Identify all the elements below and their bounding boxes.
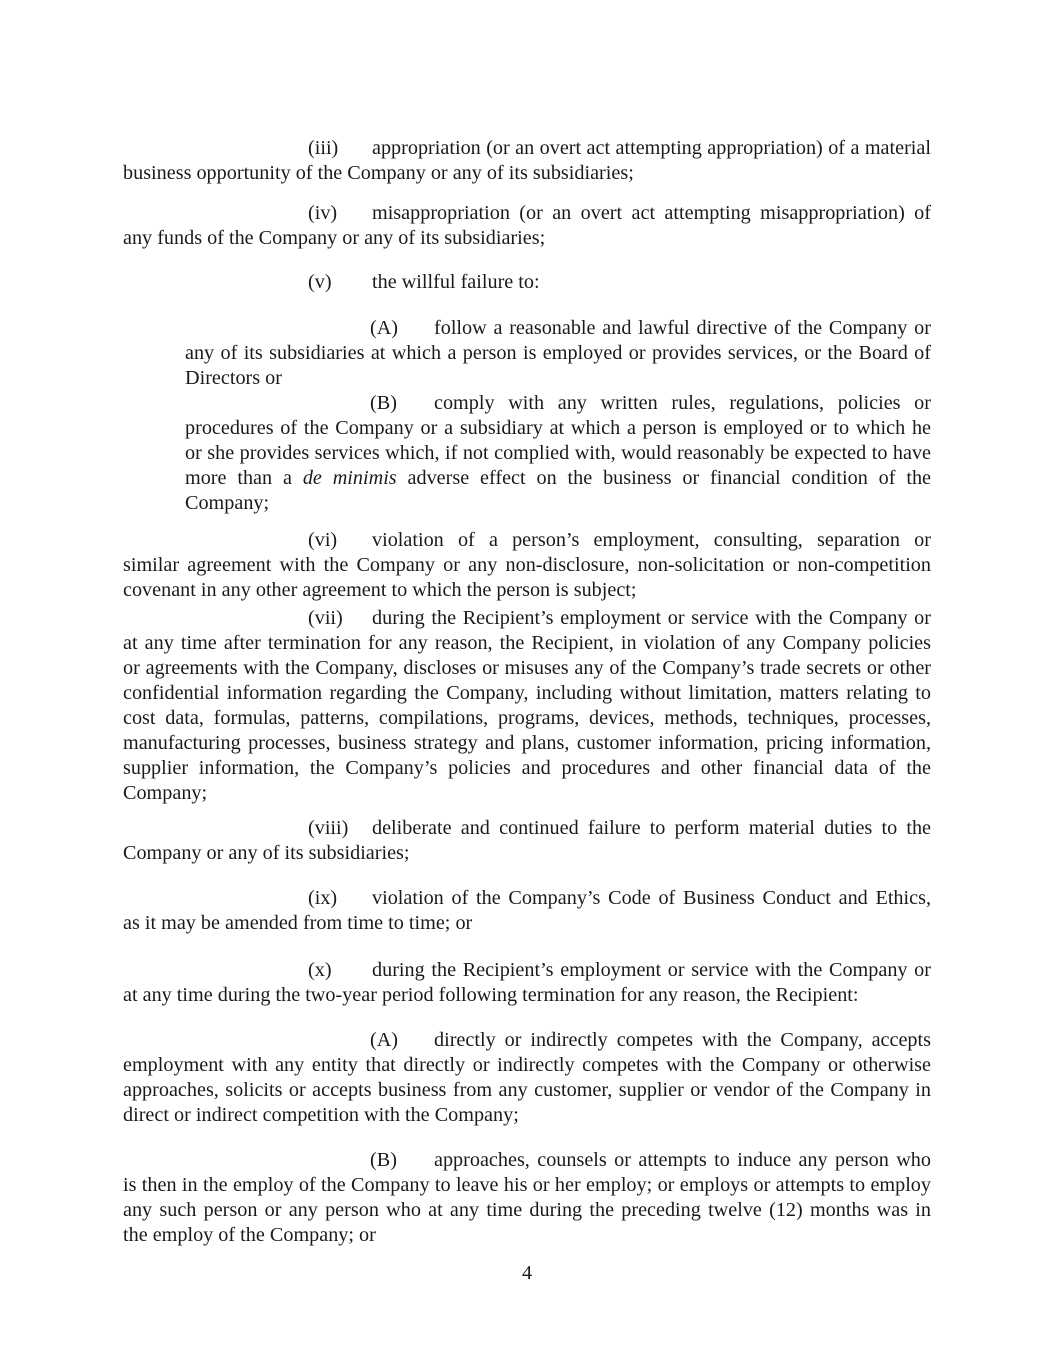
text-line [185, 391, 931, 416]
text-line: business opportunity of the Company or any of its subsidiaries; [123, 162, 634, 184]
text-line: Company or any of its subsidiaries; [123, 842, 410, 864]
clause-label: (vii) [308, 607, 343, 629]
text-line [185, 316, 931, 341]
text-line [123, 958, 931, 983]
clause-label: (A) [370, 317, 399, 339]
clause-text: more than a [185, 467, 303, 489]
text-line [123, 816, 931, 841]
text-line: supplier information, the Company’s policies and procedures and other financial data of the [123, 757, 931, 779]
text-line [123, 270, 931, 295]
text-line: the employ of the Company; or [123, 1224, 376, 1246]
clause-iv [123, 201, 931, 251]
text-line [123, 528, 931, 553]
clause-iii [123, 136, 931, 186]
text-line: covenant in any other agreement to which the person is subject; [123, 579, 637, 601]
clause-vi [123, 528, 931, 603]
clause-v-a [185, 316, 931, 391]
text-line: any funds of the Company or any of its subsidiaries; [123, 227, 546, 249]
text-line: at any time during the two-year period following termination for any reason, the Recipient: [123, 984, 859, 1006]
text-line: direct or indirect competition with the Company; [123, 1104, 519, 1126]
text-line [123, 1028, 931, 1053]
text-line [123, 1148, 931, 1173]
text-line [123, 136, 931, 161]
page-number: 4 [521, 1262, 533, 1284]
clause-x [123, 958, 931, 1008]
clause-text: during the Recipient’s employment or service with the Company or [372, 959, 931, 981]
clause-text: deliberate and continued failure to perform material duties to the [372, 817, 931, 839]
clause-text: violation of a person’s employment, consulting, separation or [372, 529, 931, 551]
text-line: employment with any entity that directly or indirectly competes with the Company or otherwise [123, 1054, 931, 1076]
text-line: confidential information regarding the Company, including without limitation, matters relating to [123, 682, 931, 704]
clause-text: comply with any written rules, regulations, policies or [434, 392, 931, 414]
text-line [123, 886, 931, 911]
clause-text: approaches, counsels or attempts to induce any person who [434, 1149, 931, 1171]
text-line: as it may be amended from time to time; or [123, 912, 473, 934]
clause-label: (v) [308, 271, 332, 293]
text-line: or she provides services which, if not complied with, would reasonably be expected to have [185, 442, 931, 464]
clause-text: during the Recipient’s employment or service with the Company or [372, 607, 931, 629]
clause-text: violation of the Company’s Code of Business Conduct and Ethics, [372, 887, 931, 909]
italic-term: de minimis [302, 467, 397, 489]
clause-viii [123, 816, 931, 866]
clause-ix [123, 886, 931, 936]
clause-text: the willful failure to: [372, 271, 540, 293]
clause-label: (iii) [308, 137, 339, 159]
text-line: any of its subsidiaries at which a person is employed or provides services, or the Board of [185, 342, 931, 364]
clause-x-a [123, 1028, 931, 1128]
text-line: Company; [123, 782, 208, 804]
text-line: Company; [185, 492, 270, 514]
clause-v [123, 270, 931, 295]
text-line: approaches, solicits or accepts business from any customer, supplier or vendor of the Company in [123, 1079, 931, 1101]
clause-label: (x) [308, 959, 332, 981]
text-line: is then in the employ of the Company to leave his or her employ; or employs or attempts to employ [123, 1174, 931, 1196]
clause-text: follow a reasonable and lawful directive of the Company or [434, 317, 931, 339]
clause-label: (A) [370, 1029, 399, 1051]
text-line [123, 201, 931, 226]
text-line: or agreements with the Company, discloses or misuses any of the Company’s trade secrets or other [123, 657, 931, 679]
clause-text: directly or indirectly competes with the Company, accepts [434, 1029, 931, 1051]
clause-label: (ix) [308, 887, 338, 909]
clause-label: (viii) [308, 817, 349, 839]
text-line [123, 606, 931, 631]
clause-v-b [185, 391, 931, 516]
clause-label: (vi) [308, 529, 338, 551]
clause-label: (iv) [308, 202, 338, 224]
text-line: procedures of the Company or a subsidiary at which a person is employed or to which he [185, 417, 931, 439]
text-line: similar agreement with the Company or any non-disclosure, non-solicitation or non-competition [123, 554, 931, 576]
text-line: manufacturing processes, business strategy and plans, customer information, pricing information, [123, 732, 931, 754]
clause-vii [123, 606, 931, 806]
clause-text: adverse effect on the business or financial condition of the [396, 467, 931, 489]
clause-x-b [123, 1148, 931, 1248]
clause-text: misappropriation (or an overt act attempting misappropriation) of [372, 202, 931, 224]
clause-label: (B) [370, 392, 397, 414]
clause-text: appropriation (or an overt act attempting appropriation) of a material [372, 137, 931, 159]
clause-label: (B) [370, 1149, 397, 1171]
text-line: Directors or [185, 367, 282, 389]
text-line: at any time after termination for any reason, the Recipient, in violation of any Company policies [123, 632, 931, 654]
text-line: any such person or any person who at any time during the preceding twelve (12) months was in [123, 1199, 931, 1221]
text-line [185, 466, 931, 491]
text-line: cost data, formulas, patterns, compilations, programs, devices, methods, techniques, processes, [123, 707, 931, 729]
